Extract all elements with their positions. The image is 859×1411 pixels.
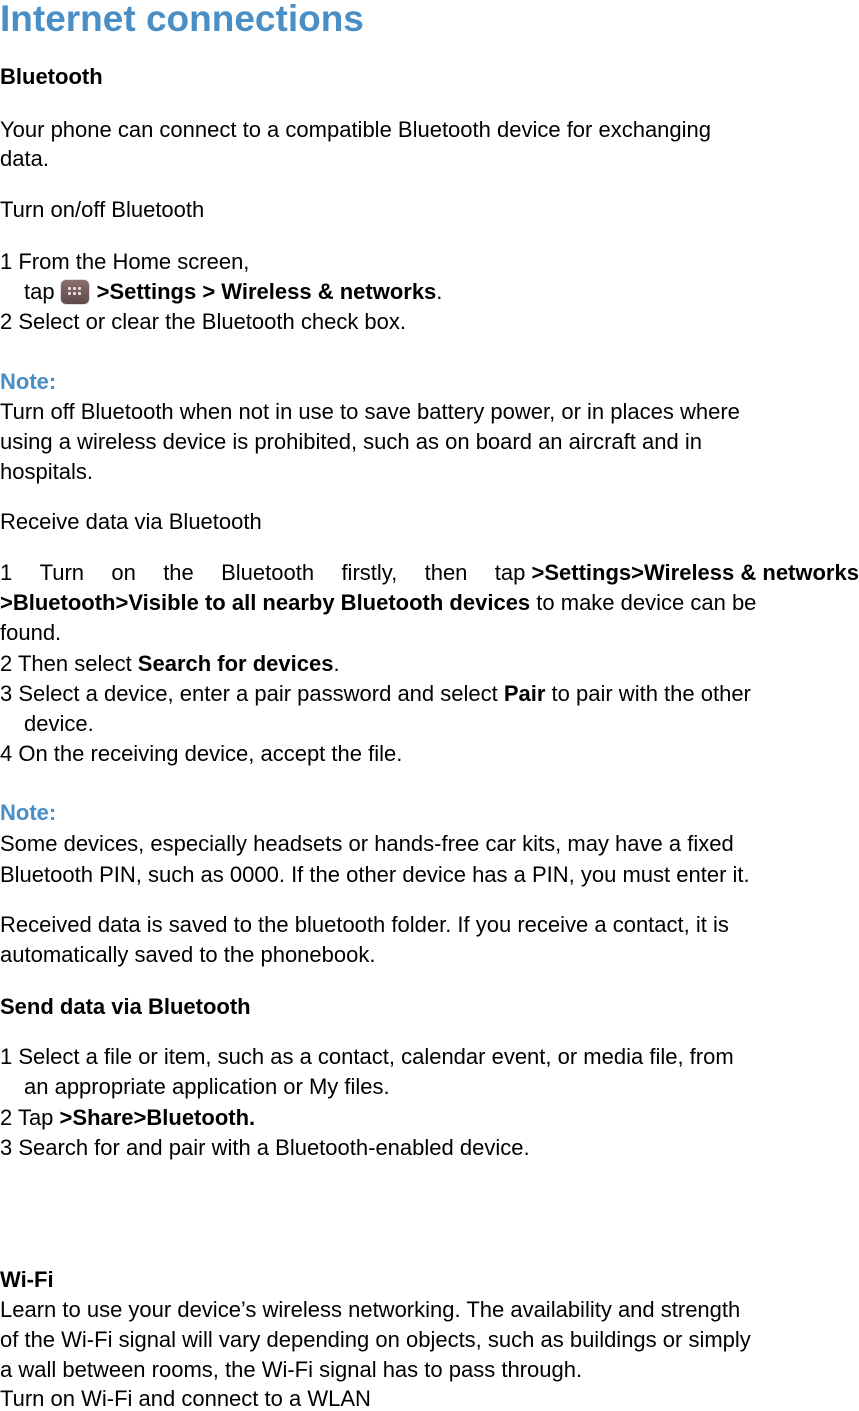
receive-step-1-path: >Settings>Wireless & networks xyxy=(531,560,859,585)
share-bluetooth-path: >Share>Bluetooth. xyxy=(59,1105,256,1130)
step-1-path: >Settings > Wireless & networks xyxy=(96,279,437,304)
wifi-line-3: a wall between rooms, the Wi-Fi signal has to pass through. xyxy=(0,1357,583,1382)
saved-line-2: automatically saved to the phonebook. xyxy=(0,942,376,967)
receive-step-1-word: Turn xyxy=(39,560,85,585)
wifi-heading: Wi-Fi xyxy=(0,1267,54,1292)
receive-step-1-tap xyxy=(495,562,859,584)
turn-on-off-heading: Turn on/off Bluetooth xyxy=(0,197,205,222)
receive-step-1-line-1 xyxy=(0,562,859,584)
step-1-tap-text: tap xyxy=(24,279,55,304)
send-step-3: 3 Search for and pair with a Bluetooth-enabled device. xyxy=(0,1135,530,1160)
receive-step-3-rest: to pair with the other xyxy=(545,681,751,706)
note-2-label: Note: xyxy=(0,800,57,825)
receive-step-1-path-2: >Bluetooth>Visible to all nearby Bluetooth devices xyxy=(0,590,531,615)
wifi-line-2: of the Wi-Fi signal will vary depending on objects, such as buildings or simply xyxy=(0,1327,751,1352)
receive-step-1-word: 1 xyxy=(0,560,13,585)
receive-step-1-word: on xyxy=(111,560,136,585)
receive-step-2 xyxy=(0,653,340,675)
saved-line-1: Received data is saved to the bluetooth folder. If you receive a contact, it is xyxy=(0,912,729,937)
bluetooth-intro-line-2: data. xyxy=(0,146,49,171)
note-line-2: using a wireless device is prohibited, such as on board an aircraft and in xyxy=(0,429,702,454)
receive-step-1-line-2 xyxy=(0,592,756,614)
receive-step-3-line-2: device. xyxy=(24,711,94,736)
bluetooth-intro-line-1: Your phone can connect to a compatible Bluetooth device for exchanging xyxy=(0,117,712,142)
send-heading: Send data via Bluetooth xyxy=(0,994,251,1019)
step-1-period: . xyxy=(436,279,443,304)
search-for-devices-label: Search for devices xyxy=(137,651,334,676)
send-step-1-line-1: 1 Select a file or item, such as a contact, calendar event, or media file, from xyxy=(0,1044,734,1069)
step-1-line-2 xyxy=(24,280,442,304)
app-drawer-icon xyxy=(61,280,89,304)
wifi-line-4: Turn on Wi-Fi and connect to a WLAN xyxy=(0,1386,371,1411)
receive-step-3-text: 3 Select a device, enter a pair password and select xyxy=(0,681,504,706)
receive-step-1-word: tap xyxy=(494,560,526,585)
wifi-line-1: Learn to use your device’s wireless networking. The availability and strength xyxy=(0,1297,741,1322)
note-2-line-2: Bluetooth PIN, such as 0000. If the other device has a PIN, you must enter it. xyxy=(0,862,750,887)
receive-step-1-word: then xyxy=(424,560,468,585)
send-step-2 xyxy=(0,1107,255,1129)
step-1-line-1: 1 From the Home screen, xyxy=(0,249,250,274)
receive-step-1-line-3: found. xyxy=(0,620,62,645)
note-label: Note: xyxy=(0,369,57,394)
receive-heading: Receive data via Bluetooth xyxy=(0,509,262,534)
receive-step-4: 4 On the receiving device, accept the file. xyxy=(0,741,403,766)
bluetooth-heading: Bluetooth xyxy=(0,64,103,89)
receive-step-1-word: firstly, xyxy=(341,560,398,585)
receive-step-3 xyxy=(0,683,751,705)
receive-step-1-rest: to make device can be xyxy=(530,590,757,615)
receive-step-1-word: the xyxy=(163,560,194,585)
pair-label: Pair xyxy=(503,681,546,706)
note-line-1: Turn off Bluetooth when not in use to save battery power, or in places where xyxy=(0,399,740,424)
send-step-2-text: 2 Tap xyxy=(0,1105,60,1130)
step-2: 2 Select or clear the Bluetooth check box. xyxy=(0,309,407,334)
receive-step-2-period: . xyxy=(333,651,340,676)
note-2-line-1: Some devices, especially headsets or hands-free car kits, may have a fixed xyxy=(0,831,734,856)
receive-step-1-word: Bluetooth xyxy=(221,560,315,585)
note-line-3: hospitals. xyxy=(0,459,93,484)
receive-step-2-text: 2 Then select xyxy=(0,651,138,676)
send-step-1-line-2: an appropriate application or My files. xyxy=(24,1074,390,1099)
page-title: Internet connections xyxy=(0,0,364,39)
